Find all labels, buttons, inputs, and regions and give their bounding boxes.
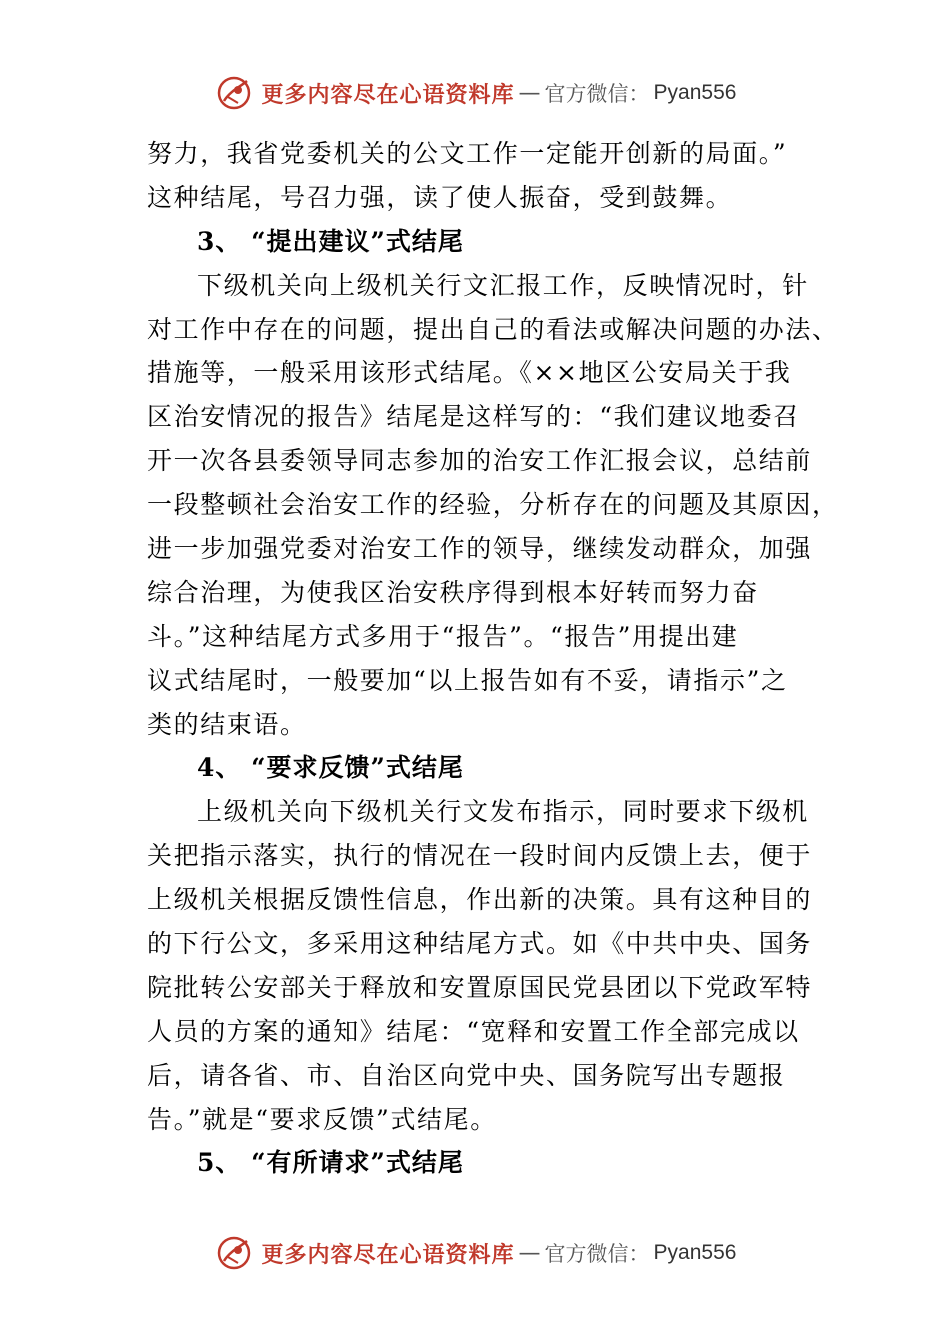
section-heading-4: 4、 “要求反馈”式结尾	[197, 753, 464, 783]
body-line: 努力，我省党委机关的公文工作一定能开创新的局面。”	[147, 139, 788, 168]
header-wechat-label: 官方微信：	[544, 82, 650, 106]
body-line: 院批转公安部关于释放和安置原国民党县团以下党政军特	[147, 972, 813, 1002]
header-wechat-id: Pyan556	[653, 81, 737, 104]
body-line: 这种结尾，号召力强，读了使人振奋，受到鼓舞。	[147, 182, 733, 212]
body-line: 告。”就是“要求反馈”式结尾。	[147, 1104, 497, 1134]
header-dash: —	[518, 80, 541, 106]
footer-wechat-label: 官方微信：	[544, 1242, 650, 1266]
logo-icon	[214, 73, 254, 113]
footer-wechat-id: Pyan556	[653, 1241, 737, 1264]
body-line: 上级机关根据反馈性信息，作出新的决策。具有这种目的	[147, 885, 813, 915]
header-site-text: 更多内容尽在心语资料库	[261, 82, 515, 108]
body-line: 斗。”这种结尾方式多用于“报告”。“报告”用提出建	[147, 621, 739, 651]
body-line: 议式结尾时，一般要加“以上报告如有不妥，请指示”之	[147, 665, 788, 695]
footer-dash: —	[518, 1240, 541, 1266]
section-heading-5: 5、 “有所请求”式结尾	[197, 1148, 464, 1178]
body-line: 进一步加强党委对治安工作的领导，继续发动群众，加强	[147, 534, 813, 564]
body-line: 的下行公文，多采用这种结尾方式。如《中共中央、国务	[147, 929, 813, 959]
body-line: 开一次各县委领导同志参加的治安工作汇报会议，总结前	[147, 446, 813, 476]
body-line: 关把指示落实，执行的情况在一段时间内反馈上去，便于	[147, 841, 813, 871]
logo-icon	[214, 1233, 254, 1273]
footer-banner	[0, 1228, 950, 1278]
document-body	[147, 132, 839, 1185]
body-line: 措施等，一般采用该形式结尾。《××地区公安局关于我	[147, 358, 792, 388]
body-line: 对工作中存在的问题，提出自己的看法或解决问题的办法、	[147, 314, 839, 344]
body-line: 人员的方案的通知》结尾：“宽释和安置工作全部完成以	[147, 1016, 800, 1046]
body-line: 上级机关向下级机关行文发布指示，同时要求下级机	[197, 797, 809, 827]
body-line: 类的结束语。	[147, 709, 307, 739]
section-heading-3: 3、 “提出建议”式结尾	[197, 226, 464, 256]
body-line: 一段整顿社会治安工作的经验，分析存在的问题及其原因，	[147, 490, 839, 520]
body-line: 下级机关向上级机关行文汇报工作，反映情况时，针	[197, 270, 809, 300]
body-line: 后，请各省、市、自治区向党中央、国务院写出专题报	[147, 1060, 786, 1090]
footer-site-text: 更多内容尽在心语资料库	[261, 1242, 515, 1268]
body-line: 区治安情况的报告》结尾是这样写的：“我们建议地委召	[147, 402, 800, 432]
header-banner	[0, 68, 950, 118]
body-line: 综合治理，为使我区治安秩序得到根本好转而努力奋	[147, 577, 759, 607]
